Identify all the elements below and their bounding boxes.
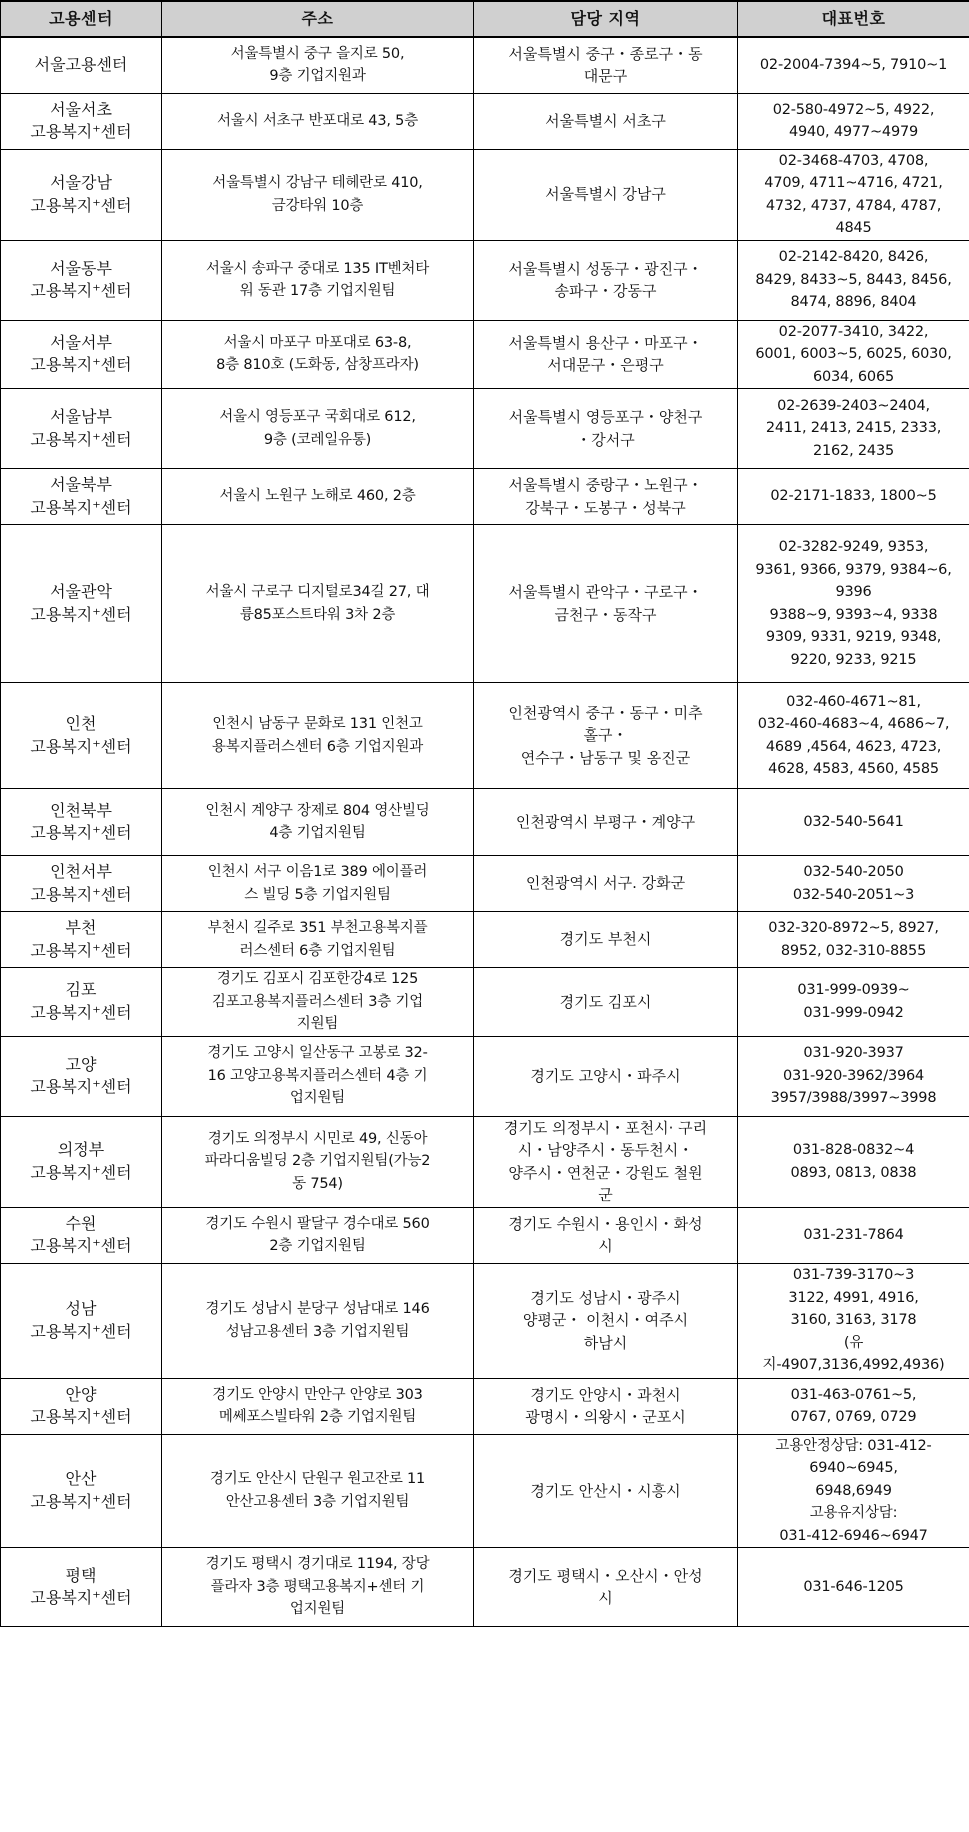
cell-line: 서울시 노원구 노해로 460, 2층 <box>219 488 416 505</box>
cell-line: 시 <box>598 1237 613 1255</box>
cell-name <box>1 1378 162 1434</box>
cell-address <box>162 389 474 469</box>
cell-phone <box>738 789 969 856</box>
cell-line: 고양 <box>65 1054 97 1074</box>
table-row <box>1 789 969 856</box>
cell-line: 02-2639-2403~2404, <box>777 397 930 414</box>
cell-line: 서울시 서초구 반포대로 43, 5층 <box>217 112 418 129</box>
table-row <box>1 525 969 683</box>
cell-line: 서울시 송파구 중대로 135 IT벤처타 <box>205 260 430 277</box>
cell-line: 고용복지⁺센터 <box>30 823 132 842</box>
cell-line: 경기도 안산시・시흥시 <box>530 1481 681 1500</box>
cell-line: 인천시 계양구 장제로 804 영산빌딩 <box>205 802 430 819</box>
cell-line: 032-540-2050 <box>803 864 904 880</box>
cell-name <box>1 469 162 525</box>
cell-address <box>162 1378 474 1434</box>
cell-line: 고용유지상담: <box>809 1505 898 1521</box>
cell-line: 시 <box>598 1589 613 1607</box>
cell-area <box>474 1263 738 1378</box>
cell-line: 서울특별시 강남구 테헤란로 410, <box>212 175 423 191</box>
cell-line: 서울강남 <box>50 173 112 192</box>
cell-line: 032-460-4671~81, <box>786 693 921 710</box>
cell-line: 02-3468-4703, 4708, <box>778 152 929 169</box>
cell-line: 3122, 4991, 4916, <box>788 1289 919 1306</box>
cell-line: 김포 <box>65 980 97 1000</box>
cell-name <box>1 968 162 1037</box>
cell-phone <box>738 525 969 683</box>
cell-line: 서울시 마포구 마포대로 63-8, <box>223 334 412 351</box>
header-address: 주소 <box>162 1 474 37</box>
cell-address <box>162 37 474 93</box>
cell-phone <box>738 320 969 389</box>
cell-line: 031-412-6946~6947 <box>779 1527 928 1544</box>
cell-line: 경기도 안양시 만안구 안양로 303 <box>212 1386 423 1403</box>
cell-line: 서대문구・은평구 <box>547 356 664 375</box>
cell-line: 0893, 0813, 0838 <box>790 1164 917 1181</box>
cell-line: 안산 <box>65 1469 97 1489</box>
cell-line: 서울서초 <box>50 99 112 119</box>
cell-name <box>1 389 162 469</box>
cell-address <box>162 1036 474 1116</box>
table-row <box>1 93 969 149</box>
cell-line: 김포고용복지플러스센터 3층 기업 <box>211 993 424 1010</box>
cell-line: 경기도 성남시 분당구 성남대로 146 <box>205 1301 430 1317</box>
cell-line: 고용복지⁺센터 <box>30 497 132 517</box>
cell-line: 강북구・도봉구・성북구 <box>525 498 686 517</box>
cell-line: 서울특별시 성동구・광진구・ <box>508 259 703 278</box>
cell-line: 인천 <box>65 714 97 733</box>
cell-line: 서울특별시 중구 을지로 50, <box>230 45 405 62</box>
cell-line: 031-646-1205 <box>803 1578 904 1595</box>
cell-name <box>1 1548 162 1627</box>
cell-line: 9396 <box>835 584 872 600</box>
cell-line: 032-540-2051~3 <box>792 886 915 903</box>
cell-line: 경기도 안양시・과천시 <box>530 1385 681 1404</box>
cell-line: 4845 <box>835 220 872 236</box>
cell-phone <box>738 856 969 912</box>
cell-line: 031-920-3962/3964 <box>782 1067 925 1084</box>
cell-line: 서울남부 <box>50 407 112 426</box>
cell-address <box>162 149 474 240</box>
cell-line: 고용복지⁺센터 <box>30 1077 132 1096</box>
cell-line: 안산고용센터 3층 기업지원팀 <box>225 1493 410 1510</box>
cell-line: 고용복지⁺센터 <box>30 940 132 960</box>
cell-line: 서울시 구로구 디지털로34길 27, 대 <box>205 584 430 600</box>
cell-line: 032-320-8972~5, 8927, <box>768 920 939 936</box>
header-area: 담당 지역 <box>474 1 738 37</box>
table-row <box>1 683 969 789</box>
cell-line: 동 754) <box>292 1175 343 1192</box>
cell-name <box>1 1116 162 1207</box>
cell-line: 지-4907,3136,4992,4936) <box>762 1357 945 1374</box>
cell-line: 경기도 김포시 <box>559 992 652 1011</box>
cell-address <box>162 93 474 149</box>
cell-line: 업지원팀 <box>289 1601 346 1618</box>
cell-line: 2층 기업지원팀 <box>269 1238 366 1254</box>
cell-phone <box>738 1548 969 1627</box>
cell-line: 평택 <box>65 1565 97 1585</box>
cell-line: 9층 기업지원과 <box>269 68 366 85</box>
cell-area <box>474 469 738 525</box>
cell-line: 광명시・의왕시・군포시 <box>525 1408 686 1426</box>
cell-area <box>474 789 738 856</box>
cell-line: 031-828-0832~4 <box>792 1142 915 1158</box>
cell-line: 6034, 6065 <box>812 368 895 385</box>
cell-name <box>1 240 162 320</box>
cell-area <box>474 683 738 789</box>
cell-line: 서울고용센터 <box>34 55 128 74</box>
cell-name <box>1 320 162 389</box>
cell-line: 02-580-4972~5, 4922, <box>772 101 935 118</box>
cell-line: 러스센터 6층 기업지원팀 <box>239 942 396 959</box>
cell-line: 고용안정상담: 031-412- <box>775 1437 932 1454</box>
table-row <box>1 1116 969 1207</box>
table-row <box>1 856 969 912</box>
cell-line: 031-463-0761~5, <box>790 1386 917 1403</box>
cell-line: 서울특별시 중구・종로구・동 <box>508 44 703 63</box>
table-row <box>1 320 969 389</box>
cell-name <box>1 789 162 856</box>
cell-area <box>474 1378 738 1434</box>
cell-line: 2411, 2413, 2415, 2333, <box>765 420 942 437</box>
cell-phone <box>738 149 969 240</box>
cell-line: 수원 <box>65 1213 97 1233</box>
cell-line: 032-460-4683~4, 4686~7, <box>757 716 950 732</box>
cell-phone <box>738 1263 969 1378</box>
table-row <box>1 1036 969 1116</box>
cell-name <box>1 93 162 149</box>
table-row <box>1 1434 969 1548</box>
cell-line: 031-739-3170~3 <box>792 1267 915 1284</box>
cell-line: 시・남양주시・동두천시・ <box>517 1141 694 1159</box>
cell-line: 02-2171-1833, 1800~5 <box>770 488 937 505</box>
cell-address <box>162 1263 474 1378</box>
cell-area <box>474 1207 738 1263</box>
table-row <box>1 912 969 968</box>
header-center: 고용센터 <box>1 1 162 37</box>
cell-area <box>474 968 738 1037</box>
cell-line: 6948,6949 <box>815 1482 892 1499</box>
cell-line: 성남 <box>65 1299 97 1318</box>
cell-name <box>1 1434 162 1548</box>
cell-line: 02-2004-7394~5, 7910~1 <box>759 57 948 73</box>
cell-phone <box>738 469 969 525</box>
cell-area <box>474 93 738 149</box>
cell-line: 고용복지⁺센터 <box>30 1162 132 1182</box>
cell-line: 성남고용센터 3층 기업지원팀 <box>225 1323 410 1340</box>
cell-line: (유 <box>843 1334 864 1351</box>
cell-line: 부천시 길주로 351 부천고용복지플 <box>207 920 428 936</box>
cell-area <box>474 37 738 93</box>
cell-line: 서울관악 <box>50 582 112 601</box>
cell-line: 양평군・ 이천시・여주시 <box>522 1311 689 1330</box>
cell-line: 경기도 안산시 단원구 원고잔로 11 <box>209 1471 426 1488</box>
cell-line: 경기도 평택시 경기대로 1194, 장당 <box>205 1556 430 1573</box>
cell-line: 고용복지⁺센터 <box>30 355 132 375</box>
cell-line: 금천구・동작구 <box>554 605 657 624</box>
cell-phone <box>738 912 969 968</box>
cell-line: 군 <box>598 1186 613 1204</box>
cell-line: 경기도 의정부시・포천시· 구리 <box>503 1118 708 1137</box>
cell-line: 4709, 4711~4716, 4721, <box>764 175 943 191</box>
cell-name <box>1 1207 162 1263</box>
cell-address <box>162 240 474 320</box>
cell-line: 031-999-0942 <box>803 1004 904 1021</box>
cell-line: 금강타워 10층 <box>271 197 364 214</box>
cell-address <box>162 912 474 968</box>
cell-line: 파라디움빌딩 2층 기업지원팀(가능2 <box>204 1153 431 1170</box>
table-row <box>1 389 969 469</box>
cell-line: 4732, 4737, 4784, 4787, <box>765 197 942 214</box>
cell-line: 경기도 부천시 <box>559 930 652 949</box>
cell-address <box>162 525 474 683</box>
cell-line: ・강서구 <box>576 430 635 449</box>
cell-phone <box>738 93 969 149</box>
cell-address <box>162 1207 474 1263</box>
cell-line: 경기도 고양시 일산동구 고봉로 32- <box>207 1045 428 1062</box>
cell-line: 륭85포스트타워 3차 2층 <box>239 606 396 623</box>
cell-line: 9220, 9233, 9215 <box>790 651 917 668</box>
cell-line: 송파구・강동구 <box>554 282 657 300</box>
cell-area <box>474 240 738 320</box>
table-row <box>1 1263 969 1378</box>
cell-line: 서울서부 <box>50 332 112 352</box>
cell-line: 대문구 <box>583 67 628 86</box>
cell-line: 9309, 9331, 9219, 9348, <box>765 629 942 645</box>
cell-line: 서울특별시 영등포구・양천구 <box>508 408 703 426</box>
cell-address <box>162 320 474 389</box>
cell-address <box>162 968 474 1037</box>
cell-line: 경기도 수원시・용인시・화성 <box>508 1214 703 1233</box>
cell-line: 8층 810호 (도화동, 삼창프라자) <box>216 357 419 374</box>
cell-area <box>474 525 738 683</box>
cell-line: 서울특별시 중랑구・노원구・ <box>508 476 703 494</box>
cell-address <box>162 469 474 525</box>
cell-address <box>162 856 474 912</box>
cell-line: 4층 기업지원팀 <box>269 825 366 841</box>
cell-line: 6940~6945, <box>809 1460 898 1476</box>
cell-line: 서울특별시 관악구・구로구・ <box>508 583 703 601</box>
cell-phone <box>738 37 969 93</box>
cell-line: 3957/3988/3997~3998 <box>770 1090 937 1107</box>
cell-line: 031-999-0939~ <box>797 982 910 999</box>
table-row <box>1 469 969 525</box>
cell-name <box>1 149 162 240</box>
cell-line: 고용복지⁺센터 <box>30 1002 132 1022</box>
cell-line: 16 고양고용복지플러스센터 4층 기 <box>207 1067 428 1084</box>
cell-line: 고용복지⁺센터 <box>30 1236 132 1255</box>
cell-line: 031-231-7864 <box>803 1226 904 1243</box>
cell-area <box>474 912 738 968</box>
cell-line: 서울특별시 강남구 <box>545 185 666 204</box>
cell-line: 인천시 남동구 문화로 131 인천고 <box>212 716 423 732</box>
table-row <box>1 240 969 320</box>
cell-name <box>1 37 162 93</box>
cell-line: 워 동관 17층 기업지원팀 <box>239 283 396 299</box>
cell-line: 4689 ,4564, 4623, 4723, <box>765 738 942 755</box>
cell-line: 서울특별시 서초구 <box>545 111 666 130</box>
cell-address <box>162 1548 474 1627</box>
cell-line: 부천 <box>65 918 97 937</box>
cell-line: 업지원팀 <box>289 1090 346 1107</box>
cell-line: 고용복지⁺센터 <box>30 736 132 756</box>
cell-line: 고용복지⁺센터 <box>30 604 132 624</box>
cell-line: 고용복지⁺센터 <box>30 884 132 904</box>
cell-area <box>474 1548 738 1627</box>
cell-line: 양주시・연천군・강원도 철원 <box>508 1163 703 1182</box>
cell-area <box>474 1036 738 1116</box>
table-row <box>1 1207 969 1263</box>
cell-phone <box>738 683 969 789</box>
cell-line: 안양 <box>65 1384 97 1404</box>
cell-line: 인천광역시 서구. 강화군 <box>525 874 686 893</box>
cell-phone <box>738 1378 969 1434</box>
cell-line: 메쎄포스빌타워 2층 기업지원팀 <box>218 1409 417 1425</box>
cell-address <box>162 1434 474 1548</box>
table-row <box>1 149 969 240</box>
cell-address <box>162 789 474 856</box>
cell-line: 8952, 032-310-8855 <box>780 942 927 959</box>
cell-line: 02-2077-3410, 3422, <box>778 323 929 340</box>
cell-line: 2162, 2435 <box>812 442 895 459</box>
cell-line: 경기도 의정부시 시민로 49, 신동아 <box>207 1130 428 1147</box>
cell-line: 경기도 고양시・파주시 <box>530 1066 681 1085</box>
cell-line: 02-3282-9249, 9353, <box>778 539 929 555</box>
cell-name <box>1 1036 162 1116</box>
cell-line: 연수구・남동구 및 옹진군 <box>520 748 691 767</box>
cell-line: 서울동부 <box>50 258 112 278</box>
cell-phone <box>738 1207 969 1263</box>
cell-phone <box>738 240 969 320</box>
cell-line: 9층 (코레일유통) <box>263 431 372 448</box>
cell-line: 하남시 <box>583 1333 628 1352</box>
cell-line: 인천시 서구 이음1로 389 에이플러 <box>207 864 428 880</box>
cell-line: 032-540-5641 <box>803 813 904 830</box>
cell-line: 서울북부 <box>50 475 112 494</box>
cell-line: 서울특별시 용산구・마포구・ <box>508 333 703 352</box>
cell-line: 인천광역시 중구・동구・미추 <box>508 703 703 722</box>
cell-line: 인천서부 <box>50 862 112 881</box>
cell-phone <box>738 968 969 1037</box>
cell-line: 스 빌딩 5층 기업지원팀 <box>244 886 391 903</box>
cell-area <box>474 389 738 469</box>
cell-line: 4628, 4583, 4560, 4585 <box>768 761 939 777</box>
cell-name <box>1 912 162 968</box>
table-row <box>1 1548 969 1627</box>
cell-line: 고용복지⁺센터 <box>30 195 132 215</box>
cell-line: 인천북부 <box>50 800 112 820</box>
table-row <box>1 37 969 93</box>
cell-line: 고용복지⁺센터 <box>30 1407 132 1426</box>
cell-address <box>162 1116 474 1207</box>
cell-name <box>1 525 162 683</box>
cell-line: 031-920-3937 <box>803 1045 904 1062</box>
table-header-row <box>1 1 969 37</box>
header-phone: 대표번호 <box>738 1 969 37</box>
cell-line: 6001, 6003~5, 6025, 6030, <box>755 346 952 362</box>
cell-line: 고용복지⁺센터 <box>30 1588 132 1607</box>
cell-line: 경기도 성남시・광주시 <box>530 1288 681 1307</box>
cell-phone <box>738 1036 969 1116</box>
cell-line: 용복지플러스센터 6층 기업지원과 <box>211 738 424 755</box>
cell-line: 8429, 8433~5, 8443, 8456, <box>755 271 952 288</box>
cell-line: 고용복지⁺센터 <box>30 429 132 449</box>
table-body <box>1 37 969 1627</box>
cell-phone <box>738 1434 969 1548</box>
cell-line: 홀구・ <box>583 726 628 745</box>
cell-phone <box>738 389 969 469</box>
cell-line: 인천광역시 부평구・계양구 <box>515 812 696 831</box>
cell-line: 3160, 3163, 3178 <box>790 1312 917 1329</box>
table-row <box>1 968 969 1037</box>
cell-name <box>1 1263 162 1378</box>
cell-line: 플라자 3층 평택고용복지+센터 기 <box>210 1578 425 1595</box>
cell-line: 고용복지⁺센터 <box>30 122 132 141</box>
cell-line: 경기도 수원시 팔달구 경수대로 560 <box>205 1215 430 1232</box>
cell-area <box>474 1434 738 1548</box>
cell-line: 9388~9, 9393~4, 9338 <box>769 606 938 623</box>
cell-line: 의정부 <box>57 1140 105 1159</box>
cell-line: 9361, 9366, 9379, 9384~6, <box>755 561 952 578</box>
cell-line: 0767, 0769, 0729 <box>790 1409 917 1425</box>
cell-area <box>474 320 738 389</box>
cell-line: 지원팀 <box>296 1016 339 1032</box>
cell-phone <box>738 1116 969 1207</box>
cell-line: 경기도 평택시・오산시・안성 <box>508 1566 703 1585</box>
cell-line: 서울시 영등포구 국회대로 612, <box>219 409 416 425</box>
cell-name <box>1 683 162 789</box>
cell-area <box>474 149 738 240</box>
cell-name <box>1 856 162 912</box>
cell-line: 02-2142-8420, 8426, <box>778 249 929 266</box>
cell-line: 경기도 김포시 김포한강4로 125 <box>216 971 419 987</box>
cell-line: 4940, 4977~4979 <box>788 124 919 140</box>
cell-line: 8474, 8896, 8404 <box>790 294 917 311</box>
cell-area <box>474 856 738 912</box>
cell-area <box>474 1116 738 1207</box>
cell-address <box>162 683 474 789</box>
cell-line: 고용복지⁺센터 <box>30 1491 132 1511</box>
cell-line: 고용복지⁺센터 <box>30 1321 132 1341</box>
cell-line: 고용복지⁺센터 <box>30 281 132 300</box>
table-row <box>1 1378 969 1434</box>
